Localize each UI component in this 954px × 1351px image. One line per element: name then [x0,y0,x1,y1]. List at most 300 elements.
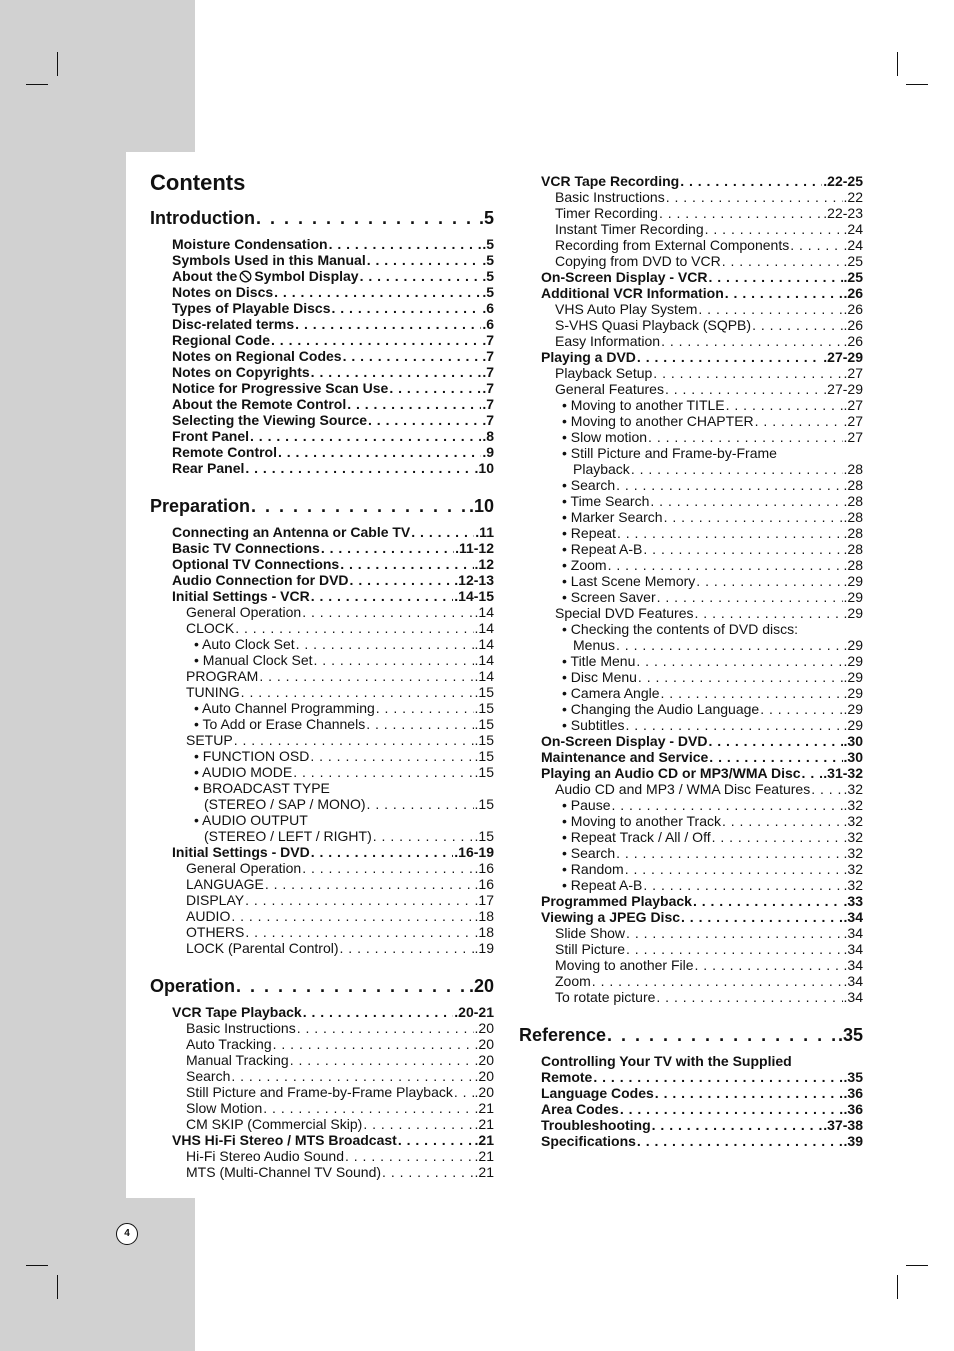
toc-entry-title [555,317,751,333]
toc-entry [519,733,863,749]
toc-entry [519,877,863,893]
toc-entry-title [555,381,664,397]
toc-page-number: .31-32 [823,765,863,781]
dot-leader [241,684,474,700]
toc-entry-title [172,1004,302,1020]
toc-entry-title [172,428,249,444]
toc-page-number: .9 [482,444,494,460]
toc-entry [150,444,494,460]
dot-leader [231,908,473,924]
dot-leader [329,236,482,252]
toc-entry [519,301,863,317]
dot-leader [648,429,842,445]
dot-leader [382,1164,473,1180]
toc-page-number: .15 [474,684,494,700]
toc-page-number: .26 [843,301,863,317]
toc-entry [150,332,494,348]
toc-entry-title [562,429,647,445]
toc-entry-text: General Operation [186,860,302,876]
toc-entry-title [562,685,660,701]
toc-page-number: .16-19 [454,844,494,860]
toc-page-number: .21 [474,1164,494,1180]
toc-entry-text: LOCK (Parental Control) [186,940,339,956]
toc-entry-text: Initial Settings - VCR [172,588,310,604]
toc-entry-title [186,684,240,700]
toc-page-number: .19 [474,940,494,956]
dot-leader [722,253,843,269]
toc-entry-text: S-VHS Quasi Playback (SQPB) [555,317,752,333]
dot-leader [760,701,842,717]
toc-entry [519,669,863,685]
toc-entry-text: On-Screen Display - VCR [541,269,708,285]
toc-entry-title [172,332,270,348]
toc-page-number: .26 [843,317,863,333]
dot-leader [245,892,473,908]
toc-entry-text: Remote Control [172,444,277,460]
toc-entry-title [186,1052,289,1068]
toc-entry [150,892,494,908]
toc-entry [150,1116,494,1132]
toc-entry-text: • Still Picture and Frame-by-Frame [562,445,777,461]
toc-entry-title [172,236,328,252]
toc-entry-title [186,860,301,876]
toc-page-number: .21 [474,1116,494,1132]
dot-leader [655,1085,843,1101]
toc-page-number: .5 [482,268,494,284]
toc-page-number: .12 [474,556,494,572]
toc-entry-text: Slow Motion [186,1100,263,1116]
dot-leader [297,1020,474,1036]
toc-entry-title [555,973,591,989]
toc-entry [150,684,494,700]
toc-page-number: .14-15 [454,588,494,604]
toc-page-number: .21 [474,1148,494,1164]
toc-entry-title [562,589,656,605]
toc-entry-title [194,812,308,828]
toc-entry [519,413,863,429]
toc-page-number: .7 [482,364,494,380]
toc-entry-title [562,445,777,461]
toc-page-number: .18 [474,924,494,940]
toc-entry [519,1133,863,1149]
toc-section-heading [150,206,494,230]
toc-entry-title [555,301,697,317]
toc-entry [519,525,863,541]
toc-page-number: .28 [843,509,863,525]
toc-entry [150,716,494,732]
dot-leader [271,332,481,348]
toc-entry-text: • Moving to another Track [562,813,721,829]
dot-leader [790,237,842,253]
toc-entry-text: Notes on Regional Codes [172,348,342,364]
toc-entry-text: • Title Menu [562,653,636,669]
toc-entry-text: About the [172,268,238,284]
toc-entry-text: Operation [150,976,236,996]
dot-leader [709,269,843,285]
toc-entry [150,636,494,652]
toc-entry [150,732,494,748]
dot-leader [652,1117,823,1133]
dot-leader [278,444,481,460]
toc-entry [519,845,863,861]
toc-entry [150,1084,494,1100]
toc-entry-text: CM SKIP (Commercial Skip) [186,1116,363,1132]
toc-entry-text: Timer Recording [555,205,658,221]
toc-page-number: .16 [474,876,494,892]
dot-leader [259,668,473,684]
toc-entry [519,285,863,301]
dot-leader [245,460,473,476]
toc-entry-text: • Pause [562,797,611,813]
toc-entry-title [555,941,625,957]
toc-page-number: .29 [843,653,863,669]
toc-page-number: .33 [843,893,863,909]
toc-entry-text: Front Panel [172,428,250,444]
toc-entry [150,316,494,332]
dot-leader [726,397,843,413]
dot-leader [321,540,454,556]
toc-entry-text: (STEREO / LEFT / RIGHT) [204,828,372,844]
toc-page-number: .7 [482,396,494,412]
dot-leader [705,221,843,237]
toc-entry [519,429,863,445]
dot-leader [302,860,473,876]
toc-entry [150,700,494,716]
toc-entry-title [562,509,663,525]
dot-leader [612,797,843,813]
toc-page-number: .28 [843,525,863,541]
toc-page-number: .25 [843,253,863,269]
toc-entry-text: • Changing the Audio Language [562,701,760,717]
toc-entry [150,844,494,860]
toc-entry-title [172,844,310,860]
toc-entry [519,701,863,717]
toc-entry-text: • Search [562,477,616,493]
toc-entry-title [541,269,708,285]
toc-entry-text: Copying from DVD to VCR [555,253,721,269]
toc-entry-text: Programmed Playback [541,893,692,909]
toc-entry-text: • Last Scene Memory [562,573,696,589]
toc-entry-title [172,556,339,572]
toc-entry [150,556,494,572]
toc-entry-text: LANGUAGE [186,876,264,892]
toc-entry-title [172,268,359,284]
dot-leader [411,524,474,540]
toc-entry [150,796,494,812]
dot-leader [712,829,843,845]
toc-entry-text: Selecting the Viewing Source [172,412,368,428]
dot-leader [811,781,842,797]
dot-leader [616,637,843,653]
toc-page-number: .15 [474,700,494,716]
toc-entry-title [186,924,244,940]
toc-entry-text: Symbols Used in this Manual [172,252,366,268]
dot-leader [360,268,482,284]
toc-entry [150,300,494,316]
toc-entry-title [186,876,264,892]
toc-page-number: .14 [474,668,494,684]
toc-page-number: .25 [843,269,863,285]
toc-entry-title [172,412,367,428]
toc-entry-title [194,700,375,716]
crop-mark [906,84,928,85]
toc-entry-text: • BROADCAST TYPE [194,780,330,796]
toc-entry-title [204,828,372,844]
toc-entry-title [562,861,624,877]
toc-page-number: .18 [474,908,494,924]
toc-entry-text: Introduction [150,208,255,228]
toc-entry-text: DISPLAY [186,892,245,908]
toc-entry-text: VCR Tape Playback [172,1004,302,1020]
toc-entry [519,189,863,205]
toc-page-number: .14 [474,604,494,620]
toc-entry [150,1004,494,1020]
toc-entry-text: • Screen Saver [562,589,656,605]
toc-page-number: .20 [474,1036,494,1052]
toc-entry [519,253,863,269]
toc-entry-title [541,173,679,189]
toc-entry-title [541,909,680,925]
toc-entry-text: Notes on Discs [172,284,274,300]
toc-entry [150,780,494,796]
toc-entry-title [172,316,294,332]
toc-right-column [519,173,863,1149]
dot-leader [650,493,842,509]
toc-entry-title [562,621,798,637]
toc-entry [519,1053,863,1069]
dot-leader [643,877,842,893]
toc-entry-title [172,396,346,412]
dot-leader [725,285,843,301]
toc-entry-text: Disc-related terms [172,316,295,332]
toc-entry [519,957,863,973]
toc-entry-title [562,717,625,733]
dot-leader [657,589,843,605]
toc-page-number: .34 [843,957,863,973]
toc-entry-text: Basic Instructions [186,1020,296,1036]
toc-entry-text: Maintenance and Service [541,749,709,765]
dot-leader [231,1068,473,1084]
dot-leader [656,989,842,1005]
dot-leader [593,1069,842,1085]
toc-entry-text: Playback Setup [555,365,653,381]
toc-entry [519,829,863,845]
dot-leader [681,909,843,925]
toc-entry-text: Zoom [555,973,591,989]
toc-entry-title [555,605,694,621]
toc-entry-text: Troubleshooting [541,1117,651,1133]
toc-page-number: .5 [482,284,494,300]
toc-page-number: .15 [474,828,494,844]
toc-page-number: .11 [475,524,494,540]
toc-entry-title [204,796,366,812]
toc-entry [519,1101,863,1117]
toc-entry-title [562,541,642,557]
toc-entry [519,589,863,605]
toc-entry [519,717,863,733]
toc-entry [150,908,494,924]
toc-entry-title [172,1132,397,1148]
toc-entry [519,557,863,573]
toc-page-number: .12-13 [454,572,494,588]
dot-leader [293,764,473,780]
dot-leader [273,1036,474,1052]
toc-entry-text: • AUDIO MODE [194,764,293,780]
toc-page-number: .36 [843,1101,863,1117]
toc-page-number: .27 [843,413,863,429]
toc-page-number: .34 [843,925,863,941]
toc-entry-text: VHS Hi-Fi Stereo / MTS Broadcast [172,1132,397,1148]
toc-entry-title [541,1133,636,1149]
toc-entry-title [555,925,625,941]
toc-entry-title [172,284,273,300]
dot-leader [235,620,473,636]
dot-leader [695,605,843,621]
dot-leader [302,604,473,620]
dot-leader [296,636,474,652]
dot-leader [311,844,454,860]
toc-entry-text: Still Picture and Frame-by-Frame Playback [186,1084,453,1100]
toc-page-number: .29 [843,605,863,621]
toc-page-number: .32 [843,877,863,893]
toc-entry-title [555,989,655,1005]
toc-entry-title [186,1148,344,1164]
toc-entry-title [172,252,366,268]
toc-entry [519,509,863,525]
toc-page-number: .11-12 [455,540,494,556]
toc-entry [519,445,863,461]
dot-leader [245,924,473,940]
crop-mark [57,1275,58,1299]
toc-entry-text: MTS (Multi-Channel TV Sound) [186,1164,382,1180]
dot-leader [256,206,478,230]
toc-entry-text: Slide Show [555,925,626,941]
toc-page-number: .29 [843,717,863,733]
toc-entry-text: Controlling Your TV with the Supplied [541,1053,792,1069]
page-title: Contents [150,170,246,195]
toc-entry-text: Easy Information [555,333,661,349]
toc-entry-text: Viewing a JPEG Disc [541,909,681,925]
toc-entry-text: Remote [541,1069,593,1085]
prohibited-symbol-icon [239,270,252,283]
toc-entry-text: SETUP [186,732,233,748]
toc-entry-text: VCR Tape Recording [541,173,680,189]
toc-entry [150,620,494,636]
toc-entry-text: Rear Panel [172,460,245,476]
toc-page-number: .27 [843,429,863,445]
toc-entry-title [562,877,642,893]
toc-page-number: .6 [482,316,494,332]
crop-mark [26,1265,48,1266]
toc-entry-text: • Checking the contents of DVD discs: [562,621,799,637]
toc-entry-text: OTHERS [186,924,245,940]
dot-leader [626,925,842,941]
toc-page-number: .15 [474,732,494,748]
toc-page-number: .7 [482,332,494,348]
toc-entry-title [562,477,615,493]
dot-leader [311,588,454,604]
toc-entry-title [194,780,330,796]
toc-page-number: .27 [843,397,863,413]
toc-entry [150,412,494,428]
toc-entry-title [573,461,630,477]
toc-entry [150,812,494,828]
dot-leader [637,349,822,365]
toc-left-column [150,206,494,1180]
toc-entry [150,668,494,684]
toc-entry [519,605,863,621]
toc-entry-title [562,701,759,717]
toc-entry-title [541,1117,651,1133]
toc-entry-title [562,573,695,589]
toc-page-number: .29 [843,637,863,653]
toc-entry [150,604,494,620]
toc-entry [519,861,863,877]
toc-page-number: .35 [843,1069,863,1085]
toc-entry-text: Recording from External Components [555,237,790,253]
dot-leader [636,653,842,669]
dot-leader [265,876,474,892]
toc-entry [150,1100,494,1116]
toc-page-number: .34 [843,941,863,957]
toc-entry-text: • To Add or Erase Channels [194,716,366,732]
crop-mark [897,1275,898,1299]
toc-entry [150,252,494,268]
toc-entry-text: TUNING [186,684,240,700]
toc-page-number: .5 [482,252,494,268]
toc-entry-text: • Time Search [562,493,650,509]
toc-entry [150,540,494,556]
toc-entry [519,749,863,765]
toc-entry-text: Playing an Audio CD or MP3/WMA Disc [541,765,801,781]
toc-page-number: .16 [474,860,494,876]
toc-section-heading [150,494,494,518]
toc-entry-text: • Zoom [562,557,607,573]
toc-page-number: .32 [843,845,863,861]
toc-entry [150,524,494,540]
dot-leader [340,556,473,572]
toc-entry-title [172,380,388,396]
toc-page-number: .28 [843,541,863,557]
toc-page-number: .15 [474,796,494,812]
dot-leader [331,300,481,316]
dot-leader [659,205,822,221]
toc-entry-text: Manual Tracking [186,1052,289,1068]
dot-leader [752,317,842,333]
toc-entry [519,365,863,381]
toc-section-heading [519,1023,863,1047]
toc-entry-text: • FUNCTION OSD [194,748,310,764]
toc-page-number: .20 [474,1052,494,1068]
toc-entry [519,333,863,349]
dot-leader [263,1100,473,1116]
toc-page-number: .27-29 [823,381,863,397]
toc-entry [519,397,863,413]
toc-entry-title [186,892,244,908]
toc-entry [150,1036,494,1052]
toc-page-number: .22 [843,189,863,205]
toc-entry [150,1068,494,1084]
toc-entry-text: Search [186,1068,231,1084]
toc-entry-text: • Repeat Track / All / Off [562,829,711,845]
toc-entry-text: Instant Timer Recording [555,221,704,237]
dot-leader [661,333,842,349]
toc-page-number: .21 [474,1100,494,1116]
toc-page-number: .28 [843,461,863,477]
toc-entry-text: Notice for Progressive Scan Use [172,380,389,396]
toc-page-number: .29 [843,701,863,717]
dot-leader [698,301,842,317]
